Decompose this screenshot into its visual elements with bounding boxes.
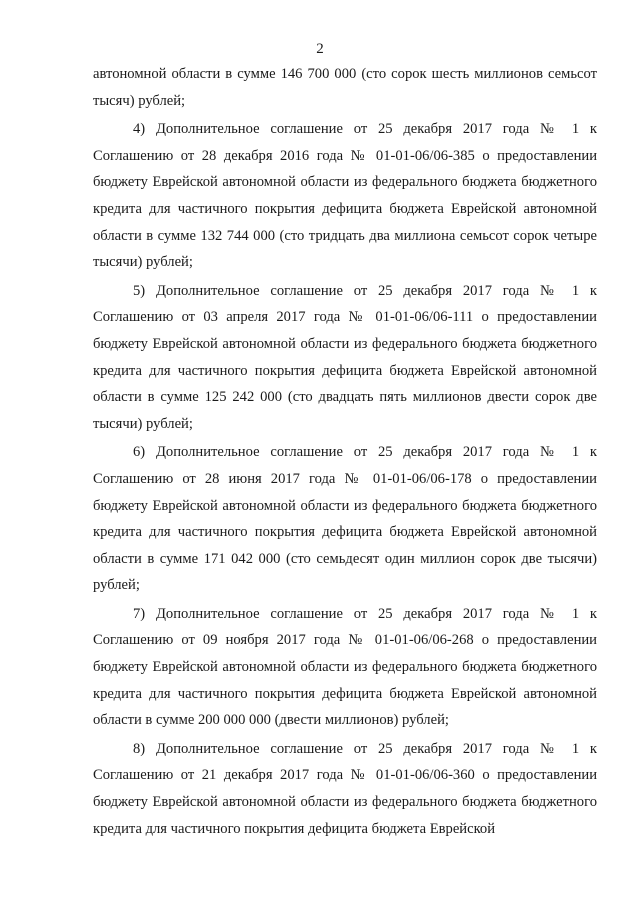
paragraph-item-6: 6) Дополнительное соглашение от 25 декабря 2017 года № 1 к Соглашению от 28 июня 2017 года № 01-01-06/06-178 о предоставлении бюджету Еврейской автономной области из федерального бюджета бюджетного кредита для частичного покрытия дефицита бюджета Еврейской автономной области в сумме 171 042 000 (сто семьдесят один миллион сорок две тысячи) рублей; [93,444,597,594]
paragraph-item-8: 8) Дополнительное соглашение от 25 декабря 2017 года № 1 к Соглашению от 21 декабря 2017 года № 01-01-06/06-360 о предоставлении бюджету Еврейской автономной области из федерального бюджета бюджетного кредита для частичного покрытия дефицита бюджета Еврейской [93,740,597,837]
paragraph-continuation: автономной области в сумме 146 700 000 (сто сорок шесть миллионов семьсот тысяч) рублей; [93,66,597,109]
page-number: 2 [316,41,324,57]
paragraph-item-5: 5) Дополнительное соглашение от 25 декабря 2017 года № 1 к Соглашению от 03 апреля 2017 года № 01-01-06/06-111 о предоставлении бюджету Еврейской автономной области из федерального бюджета бюджетного кредита для частичного покрытия дефицита бюджета Еврейской автономной области в сумме 125 242 000 (сто двадцать пять миллионов двести сорок две тысячи) рублей; [93,282,597,432]
paragraph-item-4: 4) Дополнительное соглашение от 25 декабря 2017 года № 1 к Соглашению от 28 декабря 2016 года № 01-01-06/06-385 о предоставлении бюджету Еврейской автономной области из федерального бюджета бюджетного кредита для частичного покрытия дефицита бюджета Еврейской автономной области в сумме 132 744 000 (сто тридцать два миллиона семьсот сорок четыре тысячи) рублей; [93,121,597,271]
document-body [93,61,597,842]
paragraph-item-7: 7) Дополнительное соглашение от 25 декабря 2017 года № 1 к Соглашению от 09 ноября 2017 года № 01-01-06/06-268 о предоставлении бюджету Еврейской автономной области из федерального бюджета бюджетного кредита для частичного покрытия дефицита бюджета Еврейской автономной области в сумме 200 000 000 (двести миллионов) рублей; [93,605,597,729]
